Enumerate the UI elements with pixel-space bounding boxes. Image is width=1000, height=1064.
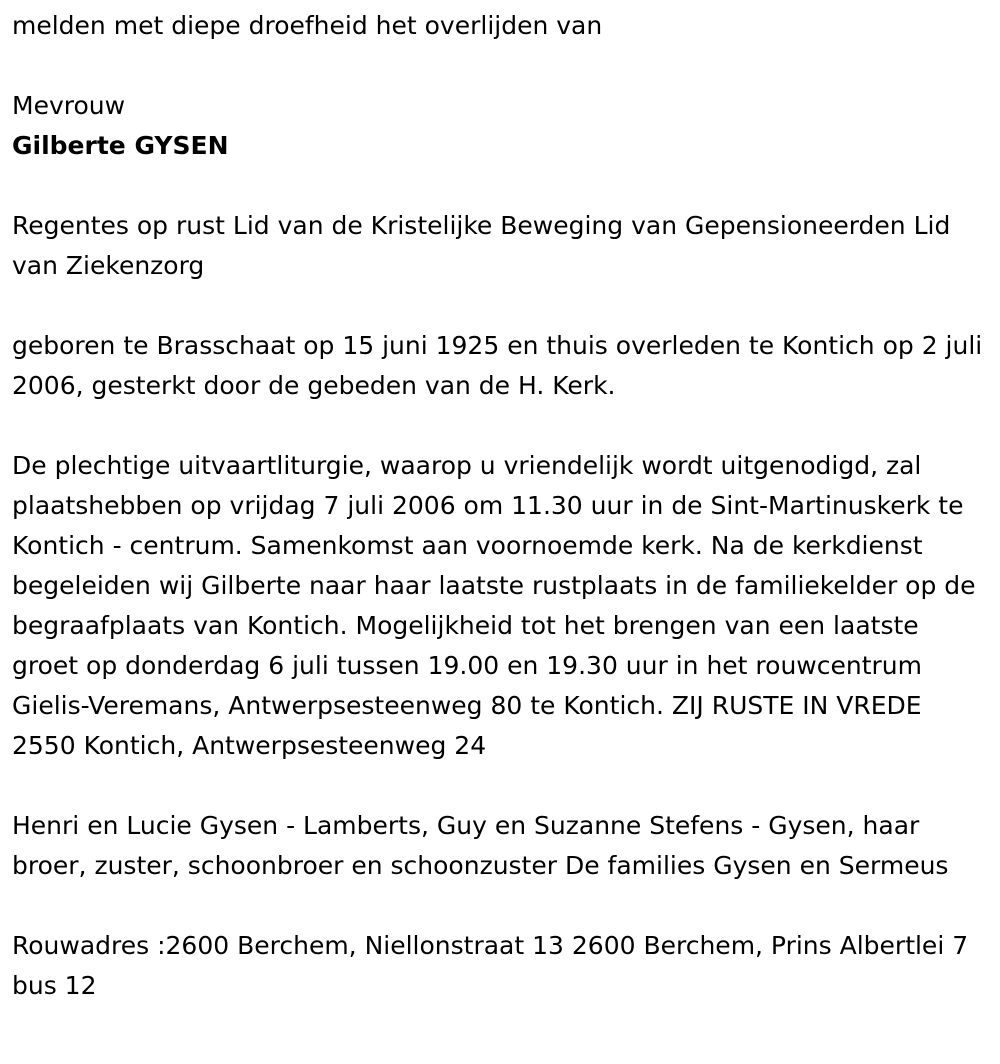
obituary-notice	[12, 6, 990, 1006]
spacer	[12, 166, 990, 206]
funeral-details: De plechtige uitvaartliturgie, waarop u vriendelijk wordt uitgenodigd, zal plaatshebben op vrijdag 7 juli 2006 om 11.30 uur in de Sint-Martinuskerk te Kontich - centrum. Samenkomst aan voornoemde kerk. Na de kerkdienst begeleiden wij Gilberte naar haar laatste rustplaats in de familiekelder op de begraafplaats van Kontich. Mogelijkheid tot het brengen van een laatste groet op donderdag 6 juli tussen 19.00 en 19.30 uur in het rouwcentrum Gielis-Veremans, Antwerpsesteenweg 80 te Kontich. ZIJ RUSTE IN VREDE 2550 Kontich, Antwerpsesteenweg 24	[12, 451, 976, 760]
spacer	[12, 766, 990, 806]
description: Regentes op rust Lid van de Kristelijke Beweging van Gepensioneerden Lid van Ziekenzorg	[12, 211, 951, 280]
spacer	[12, 406, 990, 446]
salutation: Mevrouw	[12, 91, 126, 120]
birth-death-details: geboren te Brasschaat op 15 juni 1925 en thuis overleden te Kontich op 2 juli 2006, gesterkt door de gebeden van de H. Kerk.	[12, 331, 983, 400]
mourning-address: Rouwadres :2600 Berchem, Niellonstraat 13 2600 Berchem, Prins Albertlei 7 bus 12	[12, 931, 969, 1000]
spacer	[12, 886, 990, 926]
intro-text: melden met diepe droefheid het overlijden van	[12, 11, 603, 40]
spacer	[12, 286, 990, 326]
spacer	[12, 46, 990, 86]
family-list: Henri en Lucie Gysen - Lamberts, Guy en Suzanne Stefens - Gysen, haar broer, zuster, schoonbroer en schoonzuster De families Gysen en Sermeus	[12, 811, 949, 880]
deceased-name: Gilberte GYSEN	[12, 131, 229, 160]
